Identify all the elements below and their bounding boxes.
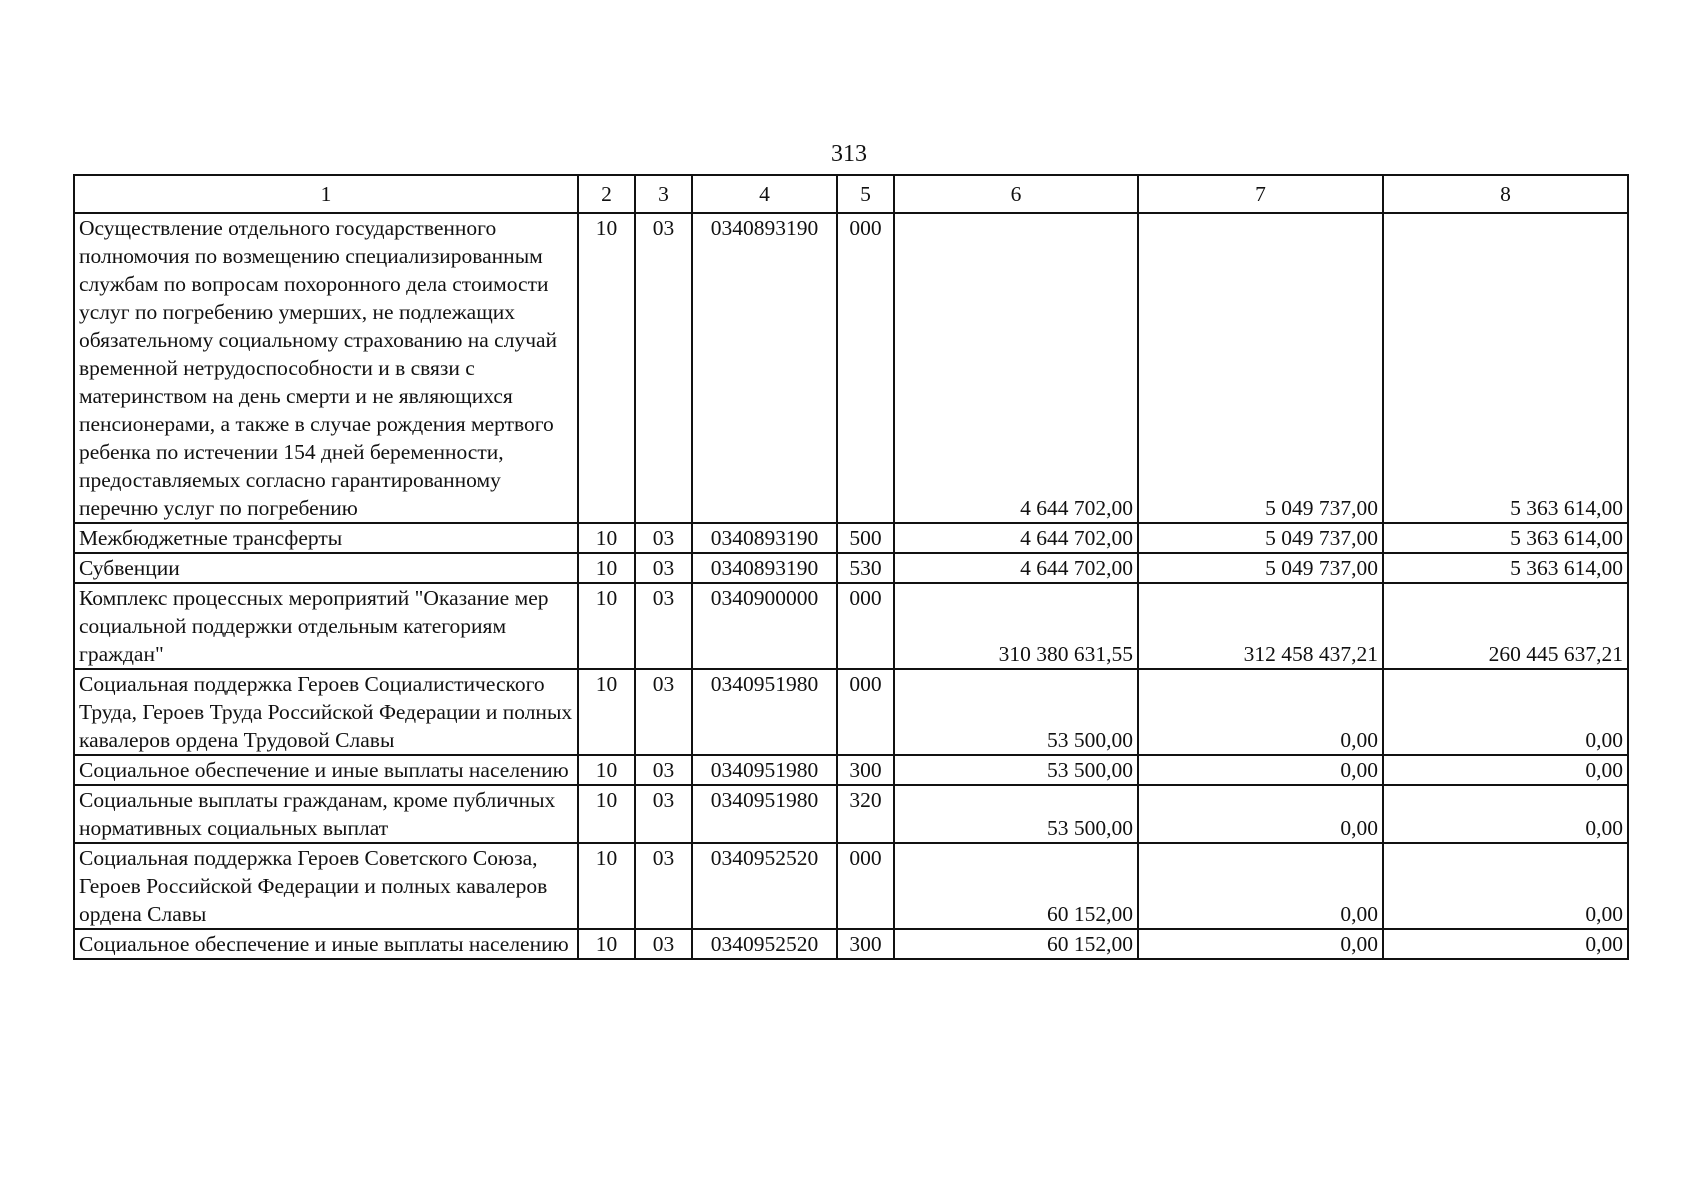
amount-year-1: 4 644 702,00 xyxy=(894,213,1138,523)
amount-year-1: 53 500,00 xyxy=(894,755,1138,785)
column-header: 3 xyxy=(635,175,692,213)
amount-year-2: 0,00 xyxy=(1138,843,1383,929)
amount-year-2: 5 049 737,00 xyxy=(1138,523,1383,553)
section-code: 10 xyxy=(578,929,635,959)
amount-year-1: 4 644 702,00 xyxy=(894,553,1138,583)
amount-year-2: 5 049 737,00 xyxy=(1138,213,1383,523)
amount-year-3: 5 363 614,00 xyxy=(1383,213,1628,523)
expense-type-code: 500 xyxy=(837,523,894,553)
target-article-code: 0340893190 xyxy=(692,553,837,583)
target-article-code: 0340900000 xyxy=(692,583,837,669)
amount-year-3: 5 363 614,00 xyxy=(1383,553,1628,583)
subsection-code: 03 xyxy=(635,785,692,843)
subsection-code: 03 xyxy=(635,755,692,785)
column-header: 1 xyxy=(74,175,578,213)
table-row xyxy=(74,785,1628,843)
amount-year-2: 312 458 437,21 xyxy=(1138,583,1383,669)
section-code: 10 xyxy=(578,785,635,843)
table-row xyxy=(74,669,1628,755)
subsection-code: 03 xyxy=(635,669,692,755)
table-row xyxy=(74,523,1628,553)
section-code: 10 xyxy=(578,523,635,553)
row-name: Социальная поддержка Героев Социалистического Труда, Героев Труда Российской Федерации и полных кавалеров ордена Трудовой Славы xyxy=(74,669,578,755)
amount-year-3: 0,00 xyxy=(1383,669,1628,755)
column-header: 4 xyxy=(692,175,837,213)
amount-year-1: 60 152,00 xyxy=(894,929,1138,959)
section-code: 10 xyxy=(578,583,635,669)
table-row xyxy=(74,583,1628,669)
amount-year-2: 0,00 xyxy=(1138,755,1383,785)
row-name: Социальное обеспечение и иные выплаты населению xyxy=(74,755,578,785)
row-name: Социальная поддержка Героев Советского Союза, Героев Российской Федерации и полных кавалеров ордена Славы xyxy=(74,843,578,929)
target-article-code: 0340951980 xyxy=(692,785,837,843)
subsection-code: 03 xyxy=(635,553,692,583)
expense-type-code: 530 xyxy=(837,553,894,583)
header-row xyxy=(74,175,1628,213)
expense-type-code: 000 xyxy=(837,583,894,669)
row-name: Комплекс процессных мероприятий "Оказание мер социальной поддержки отдельным категориям граждан" xyxy=(74,583,578,669)
budget-table xyxy=(73,174,1629,960)
target-article-code: 0340952520 xyxy=(692,929,837,959)
amount-year-1: 60 152,00 xyxy=(894,843,1138,929)
column-header: 5 xyxy=(837,175,894,213)
table-row xyxy=(74,755,1628,785)
column-header: 7 xyxy=(1138,175,1383,213)
row-name: Социальное обеспечение и иные выплаты населению xyxy=(74,929,578,959)
target-article-code: 0340951980 xyxy=(692,755,837,785)
amount-year-2: 0,00 xyxy=(1138,929,1383,959)
expense-type-code: 300 xyxy=(837,929,894,959)
amount-year-3: 0,00 xyxy=(1383,843,1628,929)
page-number: 313 xyxy=(831,141,867,167)
table-row xyxy=(74,553,1628,583)
subsection-code: 03 xyxy=(635,843,692,929)
table-row xyxy=(74,929,1628,959)
amount-year-3: 0,00 xyxy=(1383,929,1628,959)
subsection-code: 03 xyxy=(635,583,692,669)
row-name: Осуществление отдельного государственного полномочия по возмещению специализированным службам по вопросам похоронного дела стоимости услуг по погребению умерших, не подлежащих обязательному социальному страхованию на случай временной нетрудоспособности и в связи с материнством на день смерти и не являющихся пенсионерами, а также в случае рождения мертвого ребенка по истечении 154 дней беременности, предоставляемых согласно гарантированному перечню услуг по погребению xyxy=(74,213,578,523)
expense-type-code: 000 xyxy=(837,669,894,755)
amount-year-1: 53 500,00 xyxy=(894,669,1138,755)
column-header: 6 xyxy=(894,175,1138,213)
expense-type-code: 320 xyxy=(837,785,894,843)
amount-year-3: 0,00 xyxy=(1383,755,1628,785)
target-article-code: 0340951980 xyxy=(692,669,837,755)
amount-year-2: 0,00 xyxy=(1138,785,1383,843)
amount-year-3: 260 445 637,21 xyxy=(1383,583,1628,669)
section-code: 10 xyxy=(578,755,635,785)
table-row xyxy=(74,843,1628,929)
amount-year-3: 0,00 xyxy=(1383,785,1628,843)
expense-type-code: 000 xyxy=(837,213,894,523)
subsection-code: 03 xyxy=(635,213,692,523)
row-name: Субвенции xyxy=(74,553,578,583)
section-code: 10 xyxy=(578,213,635,523)
target-article-code: 0340893190 xyxy=(692,213,837,523)
row-name: Межбюджетные трансферты xyxy=(74,523,578,553)
amount-year-1: 53 500,00 xyxy=(894,785,1138,843)
amount-year-2: 5 049 737,00 xyxy=(1138,553,1383,583)
column-header: 2 xyxy=(578,175,635,213)
table-row xyxy=(74,213,1628,523)
expense-type-code: 300 xyxy=(837,755,894,785)
section-code: 10 xyxy=(578,669,635,755)
expense-type-code: 000 xyxy=(837,843,894,929)
subsection-code: 03 xyxy=(635,523,692,553)
amount-year-1: 4 644 702,00 xyxy=(894,523,1138,553)
target-article-code: 0340893190 xyxy=(692,523,837,553)
section-code: 10 xyxy=(578,553,635,583)
subsection-code: 03 xyxy=(635,929,692,959)
column-header: 8 xyxy=(1383,175,1628,213)
section-code: 10 xyxy=(578,843,635,929)
target-article-code: 0340952520 xyxy=(692,843,837,929)
amount-year-2: 0,00 xyxy=(1138,669,1383,755)
amount-year-3: 5 363 614,00 xyxy=(1383,523,1628,553)
amount-year-1: 310 380 631,55 xyxy=(894,583,1138,669)
row-name: Социальные выплаты гражданам, кроме публичных нормативных социальных выплат xyxy=(74,785,578,843)
